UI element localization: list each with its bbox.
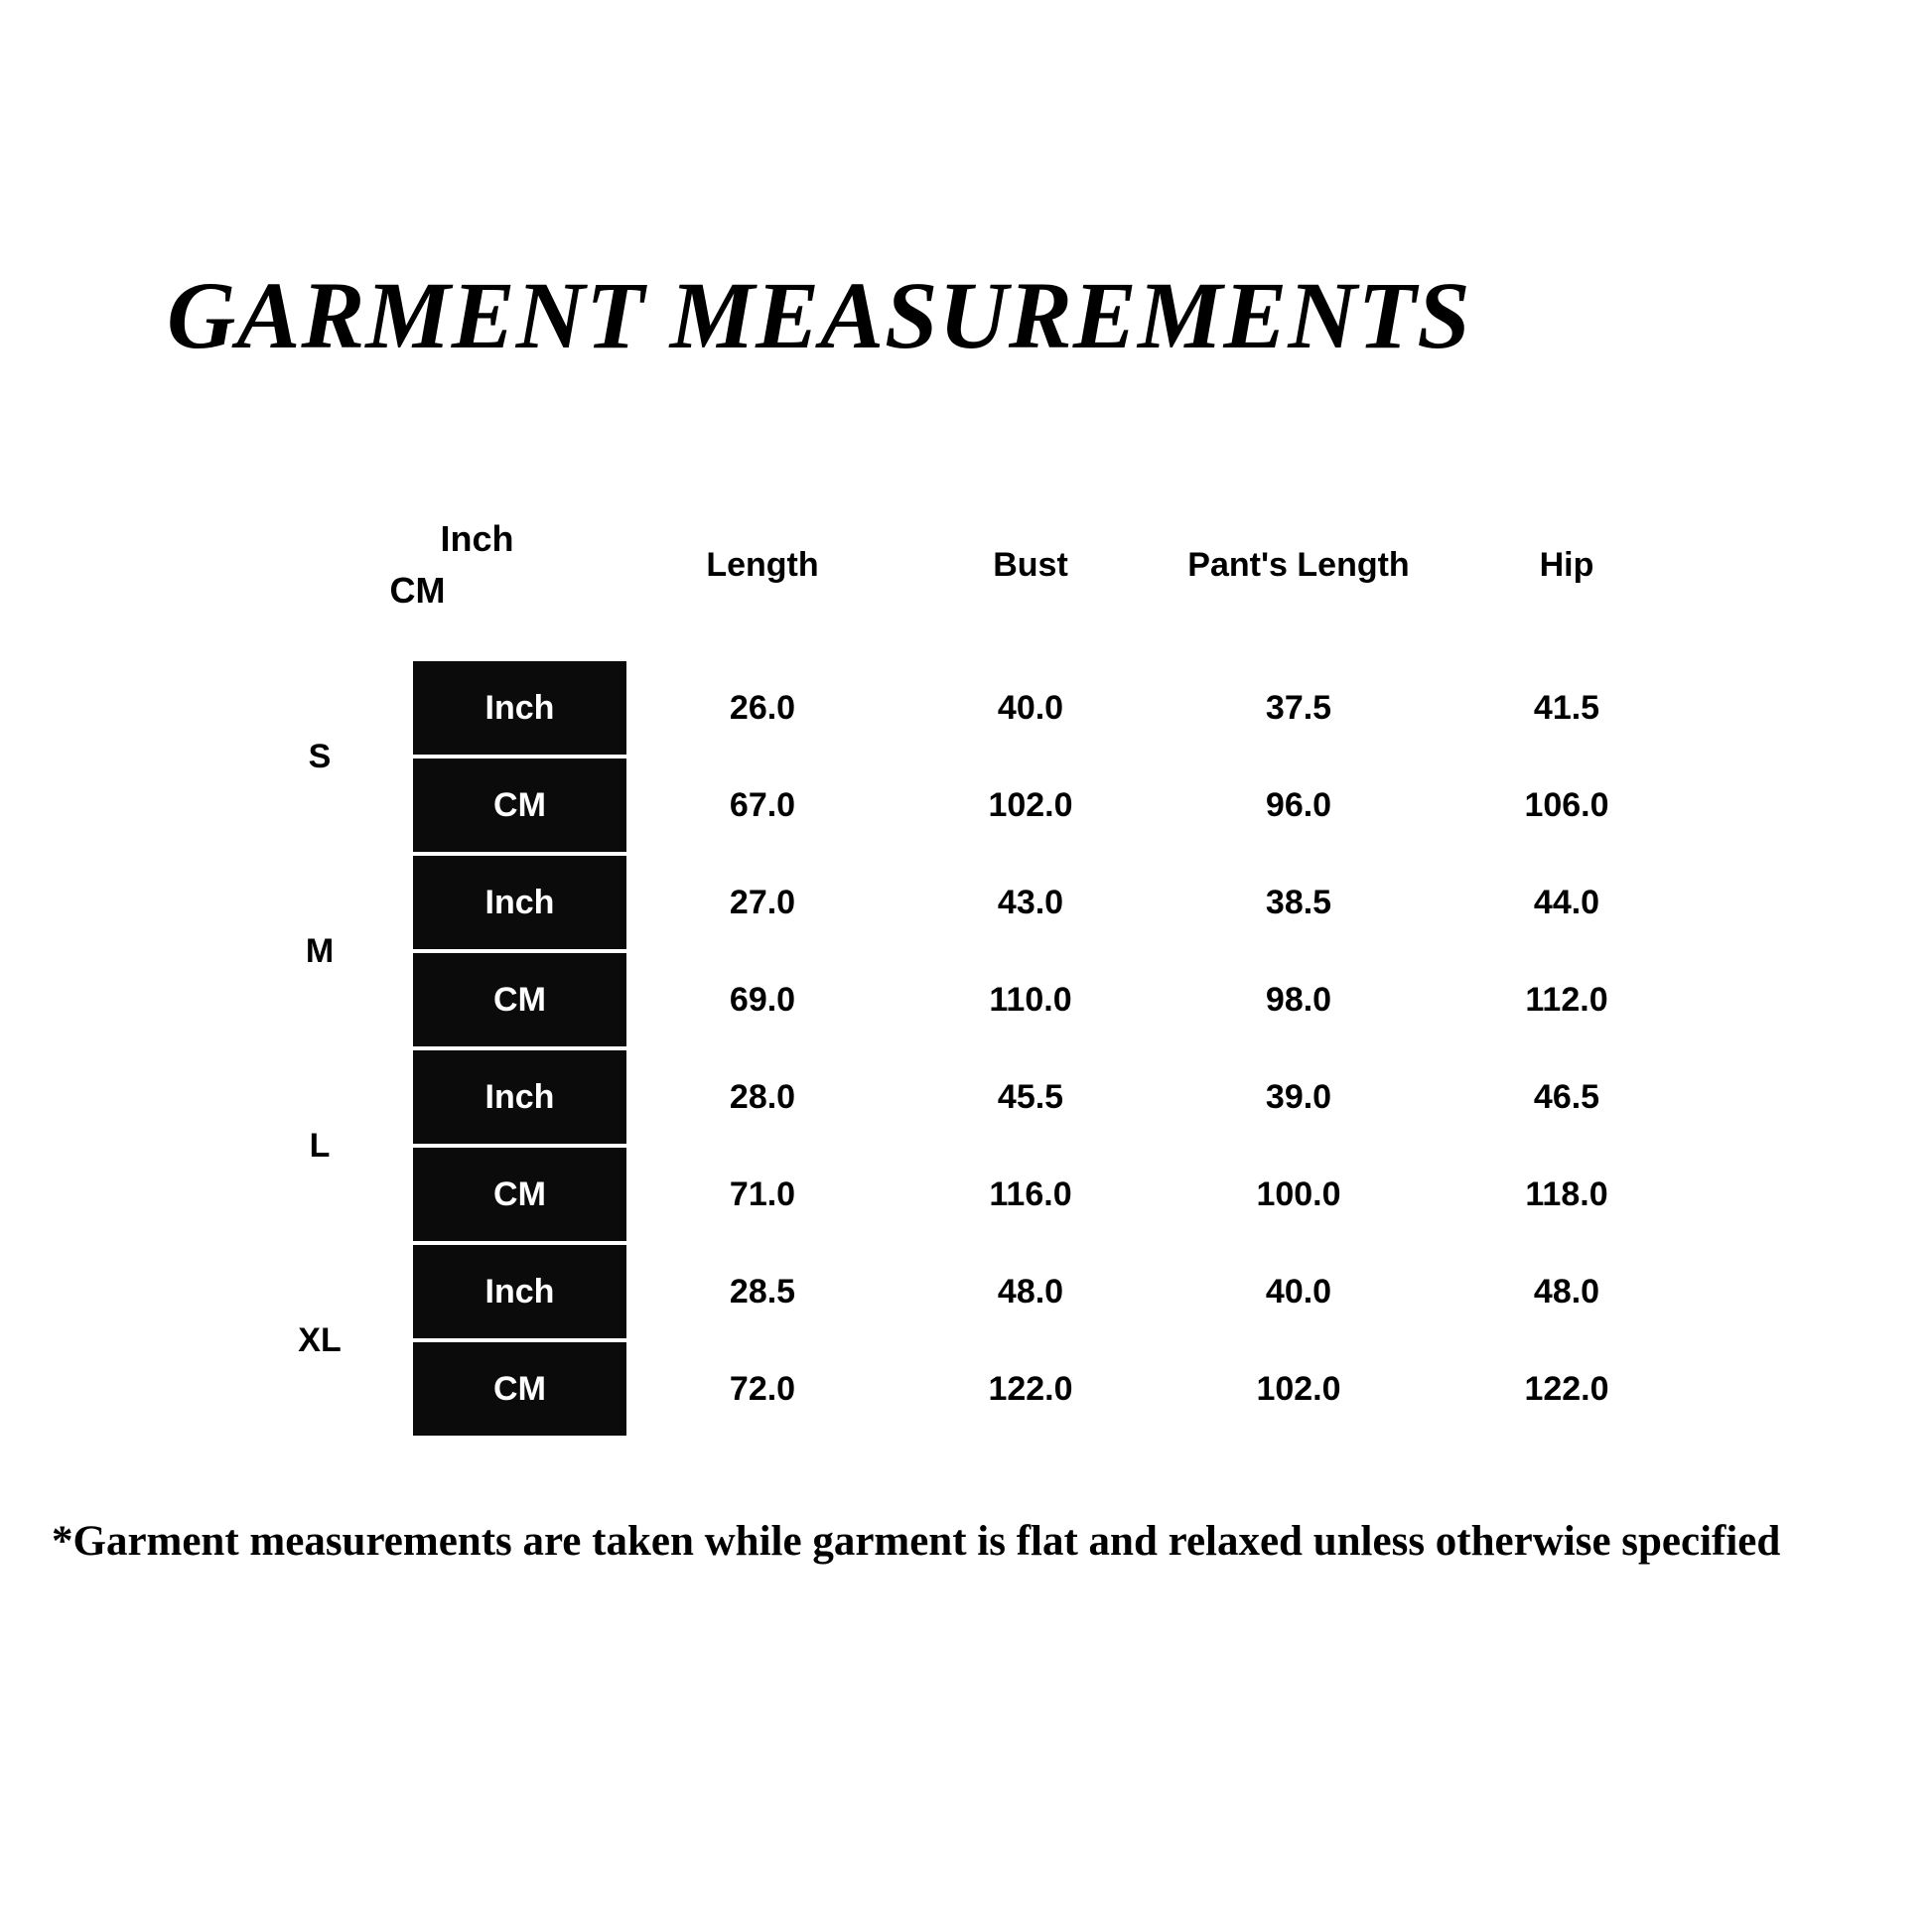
cell-xl-cm-pants-length: 102.0 (1167, 1342, 1431, 1436)
cell-s-cm-bust: 102.0 (898, 759, 1163, 852)
cell-l-inch-pants-length: 39.0 (1167, 1050, 1431, 1144)
table-row (230, 856, 1699, 949)
cell-m-inch-bust: 43.0 (898, 856, 1163, 949)
unit-row-label-inch-xl: Inch (413, 1245, 626, 1338)
page-title: GARMENT MEASUREMENTS (167, 262, 1471, 368)
cell-l-inch-length: 28.0 (630, 1050, 895, 1144)
unit-row-label-cm-s: CM (413, 759, 626, 852)
cell-l-cm-pants-length: 100.0 (1167, 1148, 1431, 1241)
size-label-m: M (230, 856, 409, 1046)
cell-xl-inch-pants-length: 40.0 (1167, 1245, 1431, 1338)
cell-xl-cm-bust: 122.0 (898, 1342, 1163, 1436)
cell-m-cm-hip: 112.0 (1435, 953, 1699, 1046)
size-label-l: L (230, 1050, 409, 1241)
cell-m-cm-length: 69.0 (630, 953, 895, 1046)
cell-s-cm-hip: 106.0 (1435, 759, 1699, 852)
size-label-xl: XL (230, 1245, 409, 1436)
cell-m-cm-pants-length: 98.0 (1167, 953, 1431, 1046)
cell-m-inch-hip: 44.0 (1435, 856, 1699, 949)
table-row (230, 1245, 1699, 1338)
table-row (230, 1050, 1699, 1144)
unit-label: Unit: (280, 544, 362, 585)
cell-s-inch-hip: 41.5 (1435, 661, 1699, 755)
unit-cm-label: CM (389, 570, 446, 611)
cell-xl-cm-hip: 122.0 (1435, 1342, 1699, 1436)
cell-s-cm-pants-length: 96.0 (1167, 759, 1431, 852)
column-header-pants-length: Pant's Length (1167, 473, 1431, 657)
column-header-hip: Hip (1435, 473, 1699, 657)
table-row (230, 953, 1699, 1046)
measurements-table (226, 469, 1703, 1440)
cell-m-inch-pants-length: 38.5 (1167, 856, 1431, 949)
unit-row-label-inch-m: Inch (413, 856, 626, 949)
cell-xl-cm-length: 72.0 (630, 1342, 895, 1436)
column-header-bust: Bust (898, 473, 1163, 657)
unit-row-label-inch-s: Inch (413, 661, 626, 755)
cell-m-inch-length: 27.0 (630, 856, 895, 949)
column-header-length: Length (630, 473, 895, 657)
unit-row-label-cm-l: CM (413, 1148, 626, 1241)
unit-row-label-inch-l: Inch (413, 1050, 626, 1144)
cell-xl-inch-length: 28.5 (630, 1245, 895, 1338)
table-row (230, 661, 1699, 755)
cell-l-cm-hip: 118.0 (1435, 1148, 1699, 1241)
size-label-s: S (230, 661, 409, 852)
unit-row-label-cm-m: CM (413, 953, 626, 1046)
cell-m-cm-bust: 110.0 (898, 953, 1163, 1046)
cell-l-cm-length: 71.0 (630, 1148, 895, 1241)
cell-s-inch-bust: 40.0 (898, 661, 1163, 755)
cell-l-inch-hip: 46.5 (1435, 1050, 1699, 1144)
unit-inch-label: Inch (440, 518, 514, 560)
cell-l-inch-bust: 45.5 (898, 1050, 1163, 1144)
table-row (230, 759, 1699, 852)
cell-l-cm-bust: 116.0 (898, 1148, 1163, 1241)
table-row (230, 1148, 1699, 1241)
cell-xl-inch-bust: 48.0 (898, 1245, 1163, 1338)
table-row (230, 1342, 1699, 1436)
unit-row-label-cm-xl: CM (413, 1342, 626, 1436)
table-header-row (230, 473, 1699, 657)
cell-s-inch-pants-length: 37.5 (1167, 661, 1431, 755)
cell-xl-inch-hip: 48.0 (1435, 1245, 1699, 1338)
cell-s-cm-length: 67.0 (630, 759, 895, 852)
footnote-text: *Garment measurements are taken while garment is flat and relaxed unless otherwise specified (52, 1518, 1781, 1565)
cell-s-inch-length: 26.0 (630, 661, 895, 755)
unit-header-cell (230, 473, 626, 657)
measurements-table-container (226, 469, 1676, 1440)
